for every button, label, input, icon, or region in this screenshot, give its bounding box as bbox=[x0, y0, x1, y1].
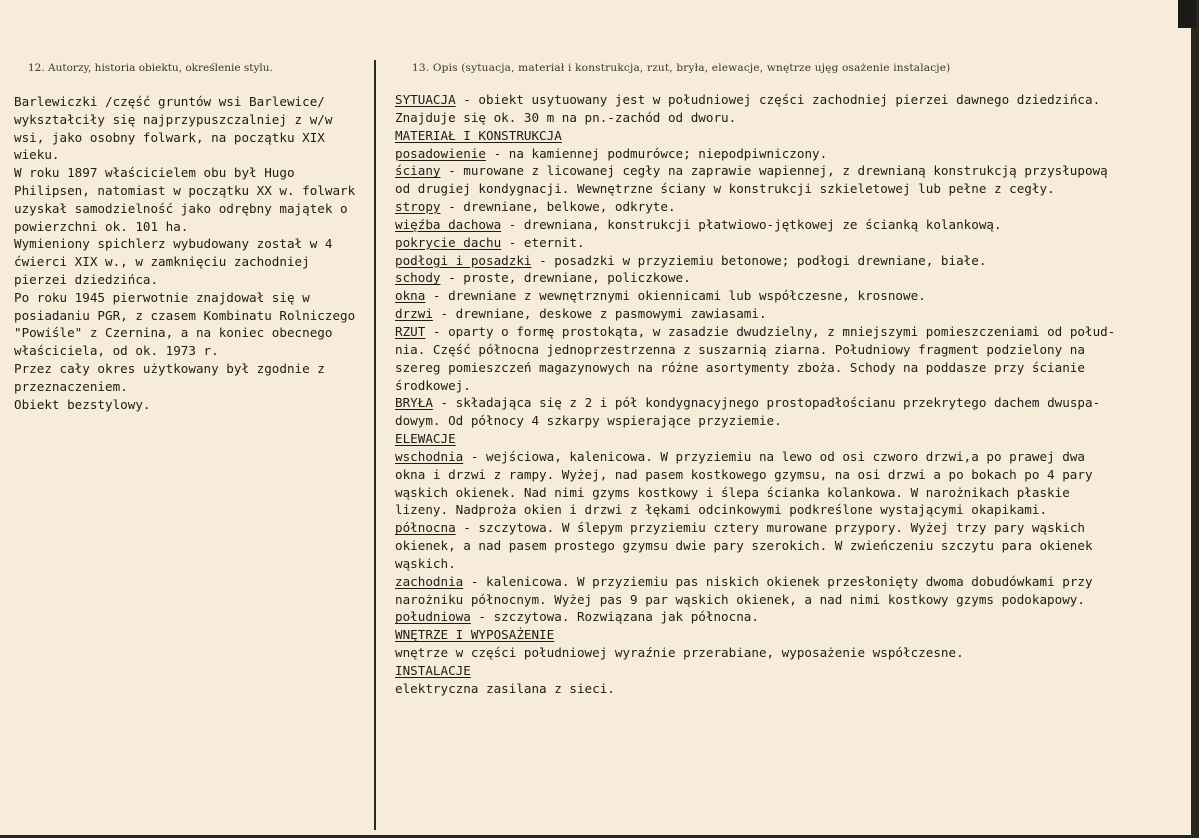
section-label: BRYŁA bbox=[395, 395, 433, 411]
description-text: środkowej. bbox=[395, 377, 471, 393]
description-line bbox=[395, 305, 1195, 323]
description-line bbox=[395, 234, 1195, 252]
description-line bbox=[395, 145, 1195, 163]
description-line bbox=[395, 412, 1195, 430]
description-line bbox=[395, 484, 1195, 502]
history-paragraph: Obiekt bezstylowy. bbox=[14, 396, 151, 412]
description-line bbox=[395, 626, 1195, 644]
section-label: WNĘTRZE I WYPOSAŻENIE bbox=[395, 627, 555, 643]
right-column-heading: 13. Opis (sytuacja, materiał i konstrukcja, rzut, bryła, elewacje, wnętrze ujęg osażenie instalacje) bbox=[412, 62, 951, 74]
description-line bbox=[395, 269, 1195, 287]
description-text: - eternit. bbox=[501, 234, 585, 250]
section-label: więźba dachowa bbox=[395, 216, 502, 232]
description-text: od drugiej kondygnacji. Wewnętrzne ściany w konstrukcji szkieletowej lub pełne z cegły. bbox=[395, 181, 1055, 197]
section-label: posadowienie bbox=[395, 145, 486, 161]
history-paragraph: Barlewiczki /część gruntów wsi Barlewice/ wykształciły się najprzypuszczalniej z w/w wsi, jako osobny folwark, na początku XIX wieku. bbox=[14, 94, 333, 163]
description-text: wąskich okienek. Nad nimi gzyms kostkowy i ślepa ścianka kolankowa. W narożnikach płaskie bbox=[395, 484, 1070, 500]
section-label: INSTALACJE bbox=[395, 663, 471, 678]
description-line bbox=[395, 341, 1195, 359]
history-paragraph: Po roku 1945 pierwotnie znajdował się w posiadaniu PGR, z czasem Kombinatu Rolniczego "Powiśle" z Czernina, a na koniec obecnego właściciela, od ok. 1973 r. bbox=[14, 289, 356, 359]
description-line bbox=[395, 287, 1195, 305]
history-section bbox=[14, 93, 370, 413]
section-label: schody bbox=[395, 270, 441, 286]
description-line bbox=[395, 501, 1195, 519]
section-label: wschodnia bbox=[395, 448, 464, 464]
section-label: MATERIAŁ I KONSTRUKCJA bbox=[395, 127, 562, 143]
description-line bbox=[395, 109, 1195, 127]
description-line bbox=[395, 573, 1195, 591]
description-text: - wejściowa, kalenicowa. W przyziemiu na lewo od osi czworo drzwi,a po prawej dwa bbox=[463, 448, 1085, 464]
left-column-heading: 12. Autorzy, historia obiektu, określenie stylu. bbox=[28, 62, 273, 74]
column-divider bbox=[374, 60, 376, 830]
description-line bbox=[395, 430, 1195, 448]
description-section bbox=[395, 91, 1195, 698]
card-corner-notch bbox=[1178, 0, 1196, 28]
description-text: lizeny. Nadproża okien i drzwi z łękami odcinkowymi podkreślone wystającymi okapikami. bbox=[395, 502, 1048, 518]
description-text: szereg pomieszczeń magazynowych na różne asortymenty zboża. Schody na poddasze przy ścianie bbox=[395, 359, 1085, 375]
description-text: - szczytowa. W ślepym przyziemiu cztery murowane przypory. Wyżej trzy pary wąskich bbox=[455, 520, 1085, 536]
description-text: wnętrze w części południowej wyraźnie przerabiane, wyposażenie współczesne. bbox=[395, 645, 964, 661]
description-text: okienek, a nad pasem prostego gzymsu dwie pary szerokich. W zwieńczeniu szczytu para okienek bbox=[395, 538, 1093, 554]
description-text: - posadzki w przyziemiu betonowe; podłogi drewniane, białe. bbox=[531, 252, 987, 268]
description-line bbox=[395, 162, 1195, 180]
description-line bbox=[395, 448, 1195, 466]
description-text: - składająca się z 2 i pół kondygnacyjnego prostopadłościanu przekrytego dachem dwuspa- bbox=[432, 395, 1101, 411]
description-line bbox=[395, 537, 1195, 555]
description-text: - drewniana, konstrukcji płatwiowo-jętkowej ze ścianką kolankową. bbox=[501, 216, 1002, 232]
description-line bbox=[395, 377, 1195, 395]
description-text: - drewniane, deskowe z pasmowymi zawiasami. bbox=[432, 306, 767, 322]
description-text: - drewniane z wewnętrznymi okiennicami lub współczesne, krosnowe. bbox=[425, 288, 926, 304]
description-text: - obiekt usytuowany jest w południowej części zachodniej pierzei dawnego dziedzińca. bbox=[455, 92, 1101, 107]
description-text: wąskich. bbox=[395, 555, 456, 571]
description-line bbox=[395, 359, 1195, 377]
description-line bbox=[395, 127, 1195, 145]
description-line bbox=[395, 216, 1195, 234]
section-label: południowa bbox=[395, 609, 471, 625]
description-text: - szczytowa. Rozwiązana jak północna. bbox=[470, 609, 759, 625]
description-text: - kalenicowa. W przyziemiu pas niskich okienek przesłonięty dwoma dobudówkami przy bbox=[463, 573, 1093, 589]
description-line bbox=[395, 644, 1195, 662]
section-label: zachodnia bbox=[395, 573, 464, 589]
description-line bbox=[395, 680, 1195, 698]
history-paragraph: Przez cały okres użytkowany był zgodnie z przeznaczeniem. bbox=[14, 360, 325, 394]
description-line bbox=[395, 394, 1195, 412]
description-line bbox=[395, 91, 1195, 109]
section-label: okna bbox=[395, 288, 426, 304]
section-label: pokrycie dachu bbox=[395, 234, 502, 250]
description-line bbox=[395, 323, 1195, 341]
description-line bbox=[395, 519, 1195, 537]
description-text: - oparty o formę prostokąta, w zasadzie dwudzielny, z mniejszymi pomieszczeniami od połud- bbox=[425, 323, 1116, 339]
description-text: - drewniane, belkowe, odkryte. bbox=[440, 199, 676, 215]
description-line bbox=[395, 252, 1195, 270]
description-text: - proste, drewniane, policzkowe. bbox=[440, 270, 691, 286]
section-label: ściany bbox=[395, 163, 441, 179]
description-line bbox=[395, 608, 1195, 626]
history-paragraph: Wymieniony spichlerz wybudowany został w 4 ćwierci XIX w., w zamknięciu zachodniej pierzei dziedzińca. bbox=[14, 236, 333, 287]
description-line bbox=[395, 466, 1195, 484]
description-text: - na kamiennej podmurówce; niepodpiwniczony. bbox=[486, 145, 828, 161]
description-line bbox=[395, 591, 1195, 609]
description-line bbox=[395, 180, 1195, 198]
description-text: elektryczna zasilana z sieci. bbox=[395, 680, 615, 696]
description-text: okna i drzwi z rampy. Wyżej, nad pasem kostkowego gzymsu, na osi drzwi a po bokach po 4 pary bbox=[395, 466, 1093, 482]
history-paragraph: W roku 1897 właścicielem obu był Hugo Philipsen, natomiast w początku XX w. folwark uzyskał samodzielność jako odrębny majątek o powierzchni ok. 101 ha. bbox=[14, 165, 356, 234]
section-label: drzwi bbox=[395, 306, 433, 322]
description-text: dowym. Od północy 4 szkarpy wspierające przyziemie. bbox=[395, 413, 782, 429]
section-label: ELEWACJE bbox=[395, 431, 456, 447]
description-line bbox=[395, 555, 1195, 573]
section-label: SYTUACJA bbox=[395, 92, 456, 107]
description-line bbox=[395, 198, 1195, 216]
section-label: stropy bbox=[395, 199, 441, 215]
description-text: nia. Część północna jednoprzestrzenna z suszarnią ziarna. Południowy fragment podzielony na bbox=[395, 341, 1085, 357]
section-label: RZUT bbox=[395, 323, 426, 339]
description-text: Znajduje się ok. 30 m na pn.-zachód od dworu. bbox=[395, 109, 737, 125]
section-label: podłogi i posadzki bbox=[395, 252, 532, 268]
description-text: narożniku północnym. Wyżej pas 9 par wąskich okienek, a nad nimi kostkowy gzyms podokapowy. bbox=[395, 591, 1085, 607]
description-text: - murowane z licowanej cegły na zaprawie wapiennej, z drewnianą konstrukcją przysłupową bbox=[440, 163, 1108, 179]
section-label: północna bbox=[395, 520, 456, 536]
description-line bbox=[395, 662, 1195, 680]
